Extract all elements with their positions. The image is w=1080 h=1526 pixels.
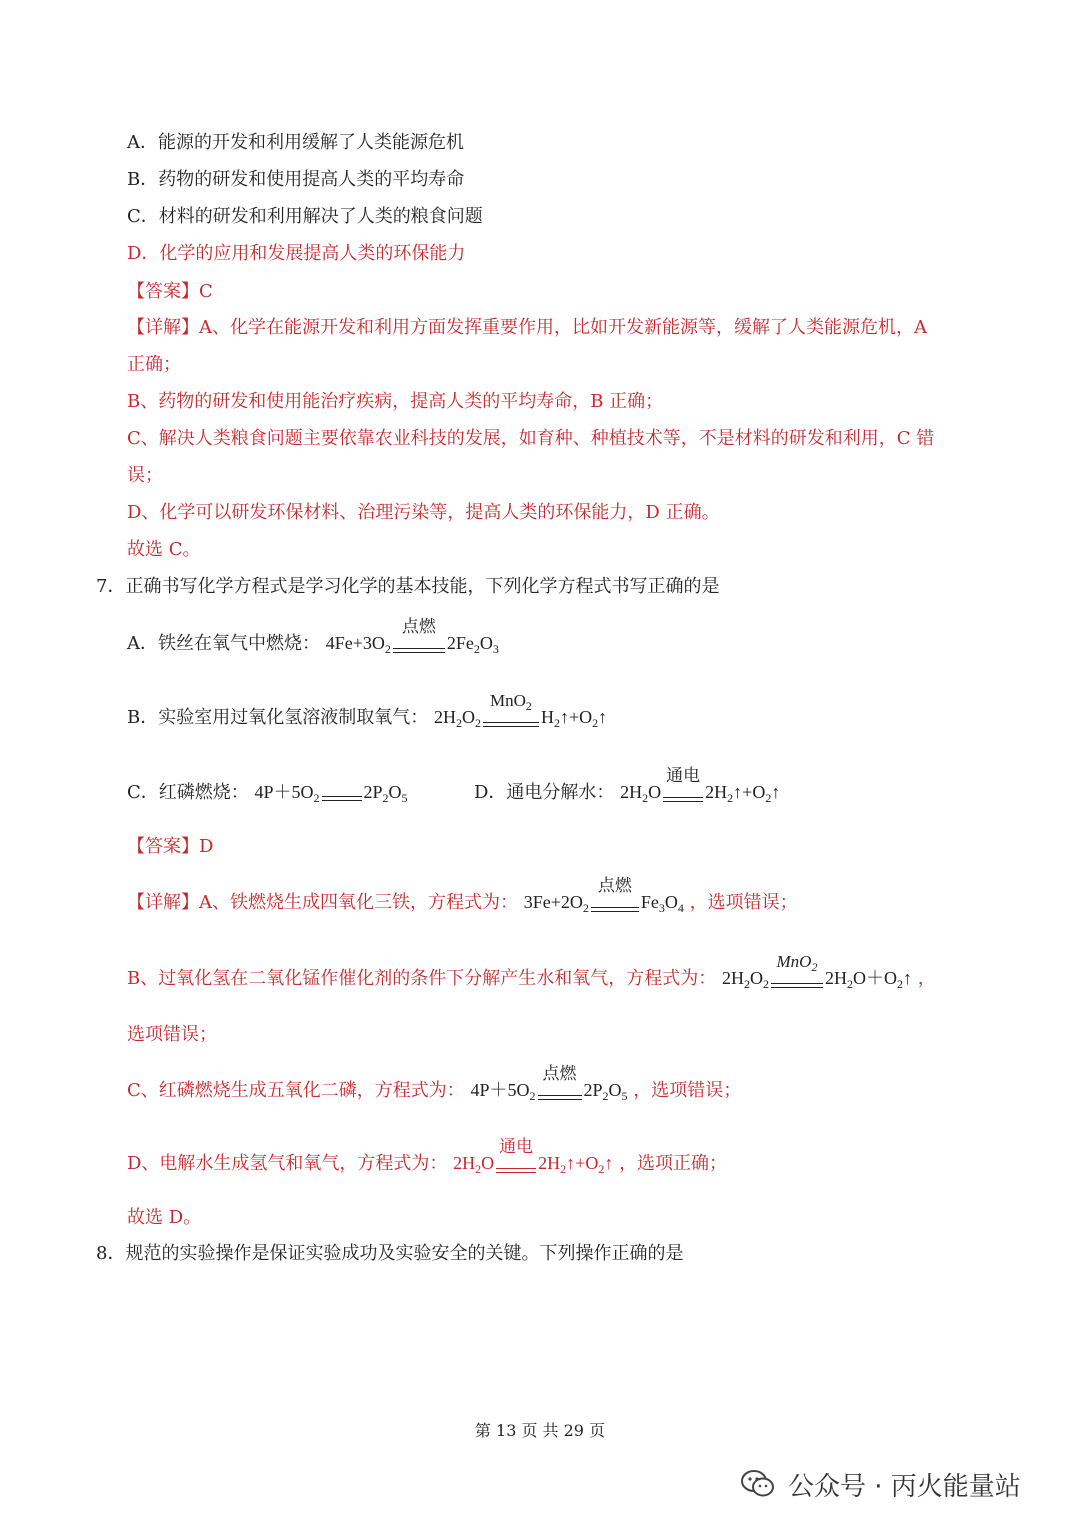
condition-arrow: MnO$_2$: [483, 711, 539, 735]
q7-detail-a-end: ，选项错误；: [689, 892, 798, 913]
q6-answer: 【答案】C: [127, 281, 213, 302]
condition-label: 点燃: [401, 617, 436, 636]
q7-option-c-label: C．红磷燃烧：: [127, 782, 249, 803]
condition-arrow: [591, 876, 639, 920]
q6-detail-b: B、药物的研发和使用能治疗疾病，提高人类的平均寿命，B 正确；: [127, 391, 664, 412]
q7-detail-b-end: ，: [917, 968, 936, 989]
q7-conclusion: 故选 D。: [127, 1207, 202, 1228]
q7-option-d-label: D．通电分解水：: [474, 782, 615, 803]
q7-option-c: [127, 780, 408, 810]
q7-detail-c-end: ，选项错误；: [633, 1080, 742, 1101]
condition-label: MnO: [490, 691, 526, 710]
watermark: [740, 1466, 1021, 1502]
condition-label: 点燃: [597, 876, 632, 895]
q7-detail-d-end: ，选项正确；: [619, 1153, 728, 1174]
q6-option-d: D．化学的应用和发展提高人类的环保能力: [127, 243, 466, 264]
q7-detail-d: [127, 1137, 728, 1181]
q7-option-b-equation: $2H_2O_2$ MnO$_2$ $H_2↑+O_2↑$: [434, 707, 607, 727]
equals-sign: [322, 786, 362, 810]
q7-detail-d-equation: $2H_2O$ 通电 $2H_2↑+O_2↑$: [453, 1153, 613, 1173]
page-footer: 第 13 页 共 29 页: [474, 1421, 606, 1440]
q8-stem: 8．规范的实验操作是保证实验成功及实验安全的关键。下列操作正确的是: [96, 1243, 684, 1264]
q7-detail-b2: 选项错误；: [127, 1024, 217, 1045]
q7-detail-c: [127, 1064, 742, 1108]
q7-option-a-label: A．铁丝在氧气中燃烧：: [127, 633, 320, 654]
q7-detail-a-equation: $3Fe+2O_2$ 点燃 $Fe_3O_4$: [524, 892, 684, 912]
q6-option-a: A．能源的开发和利用缓解了人类能源危机: [127, 132, 464, 153]
condition-arrow: [663, 766, 703, 810]
q7-option-b: [127, 691, 608, 735]
q7-detail-b-equation: $2H_2O_2$ MnO$_2$ $2H_2O+O_2↑$: [722, 968, 912, 988]
q7-stem: 7．正确书写化学方程式是学习化学的基本技能，下列化学方程式书写正确的是: [96, 576, 720, 597]
q7-detail-a: [127, 876, 798, 920]
q6-option-c: C．材料的研发和利用解决了人类的粮食问题: [127, 206, 483, 227]
q6-detail-d: D、化学可以研发环保材料、治理污染等，提高人类的环保能力，D 正确。: [127, 502, 720, 523]
q7-option-d-equation: $2H_2O$ 通电 $2H_2↑+O_2↑$: [620, 782, 780, 802]
watermark-text: 公众号 · 丙火能量站: [788, 1471, 1021, 1502]
q7-detail-c-text: C、红磷燃烧生成五氧化二磷，方程式为：: [127, 1080, 465, 1101]
wechat-icon: [740, 1469, 776, 1499]
q7-option-b-label: B．实验室用过氧化氢溶液制取氧气：: [127, 707, 429, 728]
q7-option-c-equation: $4P+5O_2$ $2P_2O_5$: [255, 782, 408, 802]
condition-arrow: [496, 1137, 536, 1181]
condition-label: 通电: [499, 1137, 534, 1156]
q7-option-a-equation: $4Fe+3O_2$ 点燃 $2Fe_2O_3$: [326, 633, 499, 653]
q7-detail-c-equation: $4P+5O_2$ 点燃 $2P_2O_5$: [471, 1080, 628, 1100]
condition-arrow: MnO$_2$: [771, 972, 823, 996]
q6-detail-line1: 【详解】A、化学在能源开发和利用方面发挥重要作用，比如开发新能源等，缓解了人类能源危机，A: [127, 317, 927, 338]
q6-option-b: B．药物的研发和使用提高人类的平均寿命: [127, 169, 465, 190]
condition-label: MnO: [776, 952, 812, 971]
q7-detail-b: [127, 952, 936, 996]
q7-option-a: [127, 617, 499, 661]
q7-detail-b-text: B、过氧化氢在二氧化锰作催化剂的条件下分解产生水和氧气，方程式为：: [127, 968, 717, 989]
q6-detail-c1: C、解决人类粮食问题主要依靠农业科技的发展，如育种、种植技术等，不是材料的研发和利用，C 错: [127, 428, 935, 449]
q7-answer: 【答案】D: [127, 836, 214, 857]
condition-label: 通电: [666, 766, 701, 785]
condition-label: 点燃: [542, 1064, 577, 1083]
q6-conclusion: 故选 C。: [127, 539, 201, 560]
q7-option-d: [474, 766, 781, 810]
condition-arrow: [393, 617, 445, 661]
q7-detail-d-text: D、电解水生成氢气和氧气，方程式为：: [127, 1153, 448, 1174]
q6-detail-line2: 正确；: [127, 354, 181, 375]
condition-arrow: [538, 1064, 582, 1108]
q6-detail-c2: 误；: [127, 465, 163, 486]
q7-detail-a-text: 【详解】A、铁燃烧生成四氧化三铁，方程式为：: [127, 892, 518, 913]
